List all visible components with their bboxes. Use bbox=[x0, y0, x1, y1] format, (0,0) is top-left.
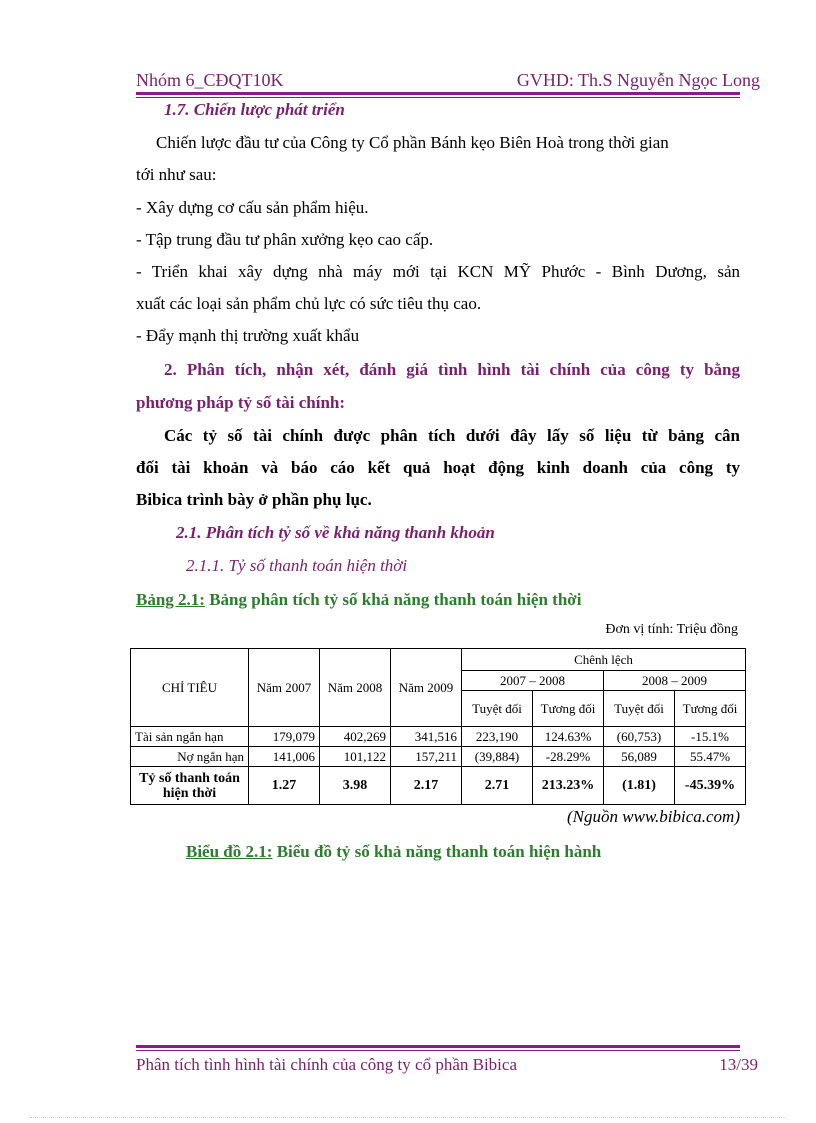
bullet-2: - Tập trung đầu tư phân xưởng kẹo cao cấp. bbox=[136, 230, 434, 249]
sub-sub-heading-2-1-1: 2.1.1. Tỷ số thanh toán hiện thời bbox=[186, 556, 408, 575]
table-source: (Nguồn www.bibica.com) bbox=[567, 807, 740, 826]
col-header-relative-2: Tương đối bbox=[675, 691, 746, 727]
sub-heading-2-1: 2.1. Phân tích tỷ số về khả năng thanh khoản bbox=[176, 523, 495, 542]
footer-title: Phân tích tình hình tài chính của công ty cổ phần Bibica bbox=[136, 1055, 517, 1074]
row-label: Tài sản ngắn hạn bbox=[131, 727, 249, 747]
chart-caption-text: Biểu đồ tỷ số khả năng thanh toán hiện hành bbox=[272, 842, 602, 861]
col-header-2007: Năm 2007 bbox=[249, 649, 320, 727]
page-bottom-dotted-line bbox=[30, 1117, 786, 1118]
cell-absolute-1: 223,190 bbox=[462, 727, 533, 747]
table-row bbox=[131, 747, 746, 767]
header-instructor: GVHD: Th.S Nguyễn Ngọc Long bbox=[516, 70, 760, 90]
cell-2008: 3.98 bbox=[320, 767, 391, 805]
chart-caption bbox=[186, 842, 601, 862]
cell-relative-2: -45.39% bbox=[675, 767, 746, 805]
bullet-3-line-1: - Triển khai xây dựng nhà máy mới tại KCN MỸ Phước - Bình Dương, sản bbox=[136, 262, 740, 281]
cell-absolute-2: 56,089 bbox=[604, 747, 675, 767]
cell-relative-2: -15.1% bbox=[675, 727, 746, 747]
section-heading-1-7: 1.7. Chiến lược phát triển bbox=[164, 100, 345, 119]
col-header-period-1: 2007 – 2008 bbox=[462, 671, 604, 691]
table-caption bbox=[136, 590, 581, 610]
col-header-period-2: 2008 – 2009 bbox=[604, 671, 746, 691]
section-heading-2-line-1: 2. Phân tích, nhận xét, đánh giá tình hình tài chính của công ty bằng bbox=[164, 360, 740, 379]
cell-absolute-2: (60,753) bbox=[604, 727, 675, 747]
cell-absolute-1: 2.71 bbox=[462, 767, 533, 805]
col-header-difference: Chênh lệch bbox=[462, 649, 746, 671]
paragraph-line-1: Các tỷ số tài chính được phân tích dưới đây lấy số liệu từ bảng cân bbox=[164, 426, 740, 445]
cell-absolute-1: (39,884) bbox=[462, 747, 533, 767]
chart-caption-label: Biểu đồ 2.1: bbox=[186, 842, 273, 861]
col-header-2008: Năm 2008 bbox=[320, 649, 391, 727]
current-ratio-table bbox=[130, 648, 746, 805]
col-header-relative-1: Tương đối bbox=[533, 691, 604, 727]
cell-2008: 402,269 bbox=[320, 727, 391, 747]
table-caption-text: Bảng phân tích tỷ số khả năng thanh toán hiện thời bbox=[204, 590, 582, 609]
cell-relative-1: 124.63% bbox=[533, 727, 604, 747]
bullet-1: - Xây dựng cơ cấu sản phẩm hiệu. bbox=[136, 198, 369, 217]
cell-relative-2: 55.47% bbox=[675, 747, 746, 767]
paragraph-line-3: Bibica trình bày ở phần phụ lục. bbox=[136, 490, 372, 509]
row-label: Nợ ngắn hạn bbox=[131, 747, 249, 767]
header-group-name: Nhóm 6_CĐQT10K bbox=[136, 70, 284, 90]
cell-absolute-2: (1.81) bbox=[604, 767, 675, 805]
bullet-3-line-2: xuất các loại sản phẩm chủ lực có sức tiêu thụ cao. bbox=[136, 294, 482, 313]
col-header-absolute-1: Tuyệt đối bbox=[462, 691, 533, 727]
table-row bbox=[131, 767, 746, 805]
cell-relative-1: -28.29% bbox=[533, 747, 604, 767]
intro-line-2: tới như sau: bbox=[136, 165, 217, 184]
intro-line-1: Chiến lược đầu tư của Công ty Cổ phần Bánh kẹo Biên Hoà trong thời gian bbox=[156, 133, 669, 152]
cell-2007: 141,006 bbox=[249, 747, 320, 767]
cell-2007: 179,079 bbox=[249, 727, 320, 747]
row-label: Tỷ số thanh toán hiện thời bbox=[131, 767, 249, 805]
cell-2009: 2.17 bbox=[391, 767, 462, 805]
section-heading-2-line-2: phương pháp tỷ số tài chính: bbox=[136, 393, 346, 412]
bullet-4: - Đẩy mạnh thị trường xuất khẩu bbox=[136, 326, 360, 345]
cell-2007: 1.27 bbox=[249, 767, 320, 805]
cell-2009: 157,211 bbox=[391, 747, 462, 767]
col-header-absolute-2: Tuyệt đối bbox=[604, 691, 675, 727]
header-rule-thin bbox=[136, 97, 740, 98]
header-rule bbox=[136, 92, 740, 95]
table-caption-label: Bảng 2.1: bbox=[136, 590, 205, 609]
table-row bbox=[131, 727, 746, 747]
footer-rule bbox=[136, 1045, 740, 1048]
cell-2008: 101,122 bbox=[320, 747, 391, 767]
col-header-indicator: CHỈ TIÊU bbox=[131, 649, 249, 727]
cell-relative-1: 213.23% bbox=[533, 767, 604, 805]
footer-rule-thin bbox=[136, 1050, 740, 1051]
cell-2009: 341,516 bbox=[391, 727, 462, 747]
page-number: 13/39 bbox=[719, 1055, 758, 1074]
paragraph-line-2: đối tài khoản và báo cáo kết quả hoạt động kinh doanh của công ty bbox=[136, 458, 740, 477]
col-header-2009: Năm 2009 bbox=[391, 649, 462, 727]
table-unit: Đơn vị tính: Triệu đồng bbox=[605, 622, 738, 637]
